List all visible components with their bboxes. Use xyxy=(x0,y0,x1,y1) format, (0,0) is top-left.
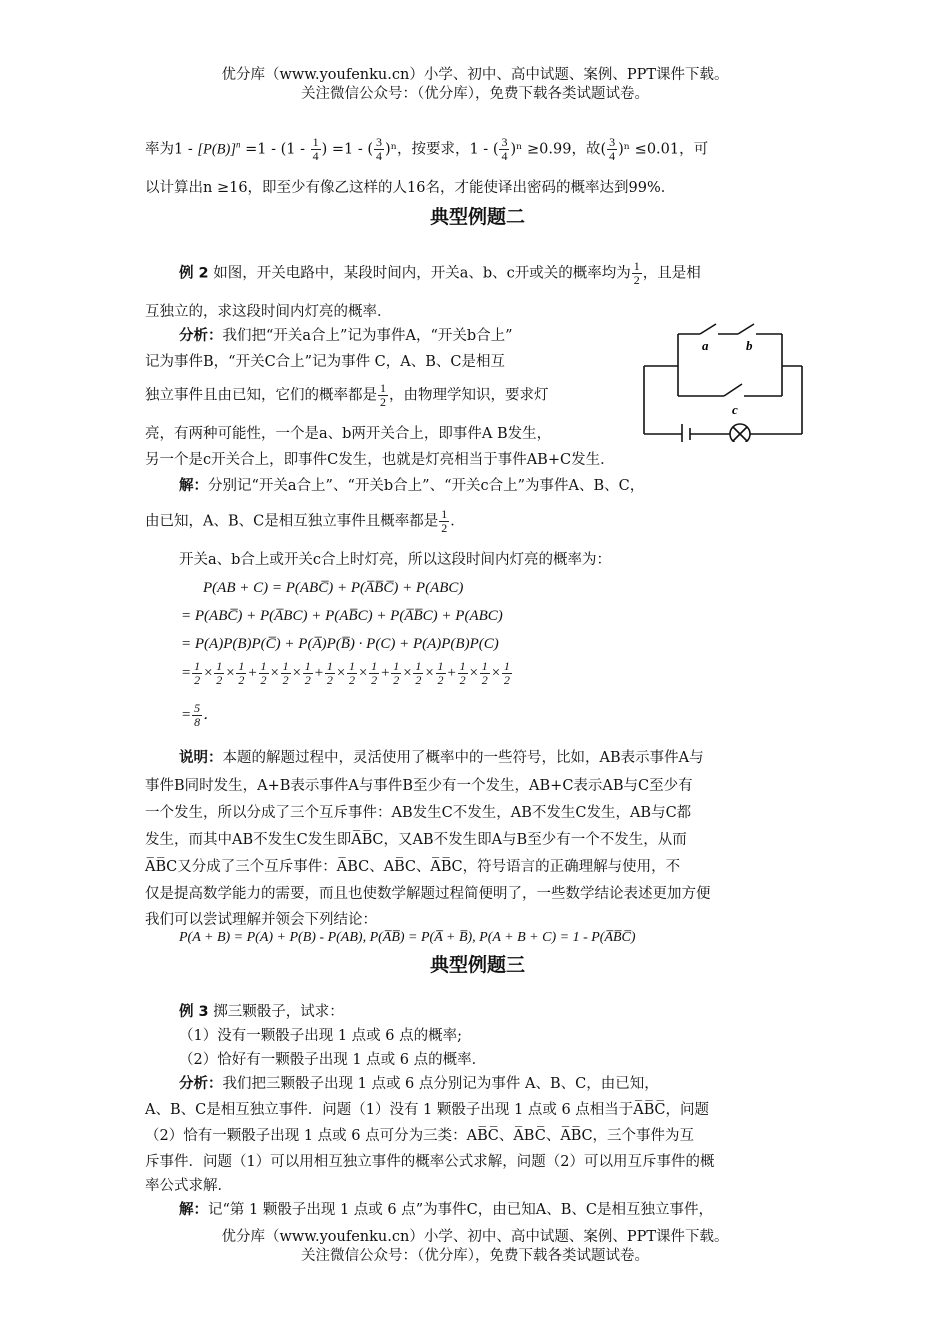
footer-line-2: 关注微信公众号：（优分库），免费下载各类试题试卷。 xyxy=(301,1248,649,1264)
solution-2-line-1: 解：分别记“开关a合上”、“开关b合上”、“开关c合上”为事件A、B、C， xyxy=(179,478,645,494)
analysis-3-line-2: A、B、C是相互独立事件．问题（1）没有 1 颗骰子出现 1 点或 6 点相当于A̅B̅C̅，问题 xyxy=(145,1102,709,1118)
fraction: $\frac{1}{2}$ xyxy=(441,507,448,535)
equation-line-5: = $\frac{5}{8}$ ． xyxy=(181,701,219,729)
page-footer xyxy=(0,1228,950,1266)
switch-label-a: a xyxy=(702,338,709,353)
footer-line-1: 优分库（www.youfenku.cn）小学、初中、高中试题、案例、PPT课件下载。 xyxy=(221,1229,729,1245)
switch-label-c: c xyxy=(732,402,738,417)
page-header xyxy=(0,66,950,104)
note-line-7: 我们可以尝试理解并领会下列结论： xyxy=(145,912,377,928)
analysis-3-line-4: 斥事件．问题（1）可以用相互独立事件的概率公式求解，问题（2）可以用互斥事件的概 xyxy=(145,1154,715,1170)
fraction: $\frac{1}{2}$ xyxy=(633,259,640,287)
top-line-2: 以计算出n ≥16，即至少有像乙这样的人16名，才能使译出密码的概率达到99%． xyxy=(145,180,676,196)
fraction: $\frac{3}{4}$ xyxy=(609,135,616,163)
switch-c xyxy=(724,384,742,396)
solution-2-line-2: 由已知，A、B、C是相互独立事件且概率都是 $\frac{1}{2}$ ． xyxy=(145,507,465,535)
example-3-line-1: 例 3 掷三颗骰子，试求： xyxy=(179,1004,344,1020)
solution-3-line-1: 解：记“第 1 颗骰子出现 1 点或 6 点”为事件C，由已知A、B、C是相互独立事件， xyxy=(179,1202,713,1218)
switch-a xyxy=(700,324,716,334)
note-line-2: 事件B同时发生，A+B表示事件A与事件B至少有一个发生，AB+C表示AB与C至少有 xyxy=(145,778,693,794)
header-line-1: 优分库（www.youfenku.cn）小学、初中、高中试题、案例、PPT课件下载。 xyxy=(221,67,729,83)
section-title-2: 典型例题二 xyxy=(429,206,525,228)
example-2-line-2: 互独立的，求这段时间内灯亮的概率． xyxy=(145,304,392,320)
switch-circuit-diagram xyxy=(640,318,808,442)
analysis-2-line-4: 亮，有两种可能性，一个是a、b两开关合上，即事件A B发生， xyxy=(145,426,552,442)
note-line-1: 说明：本题的解题过程中，灵活使用了概率中的一些符号，比如，AB表示事件A与 xyxy=(179,750,704,766)
equation-line-1: P(AB + C) = P(ABC̅) + P(A̅B̅C̅) + P(ABC) xyxy=(203,580,464,596)
analysis-2-line-3: 独立事件且由已知，它们的概率都是 $\frac{1}{2}$ ，由物理学知识，要求灯 xyxy=(145,381,549,409)
analysis-3-line-5: 率公式求解． xyxy=(145,1178,232,1194)
fraction: $\frac{1}{4}$ xyxy=(312,135,319,163)
example-2-line-1: 例 2 如图，开关电路中，某段时间内，开关a、b、c开或关的概率均为 $\frac{1}{2}$ ，且是相 xyxy=(179,259,701,287)
fraction: $\frac{1}{2}$ xyxy=(380,381,386,409)
example-3-question-2: （2）恰好有一颗骰子出现 1 点或 6 点的概率． xyxy=(179,1052,487,1068)
fraction: $\frac{3}{4}$ xyxy=(376,135,383,163)
conclusion-formula: P(A + B) = P(A) + P(B) - P(AB), P(A̅B̅) = P(A̅ + B̅), P(A + B + C) = 1 - P(A̅B̅C̅) xyxy=(179,930,636,945)
note-line-6: 仅是提高数学能力的需要，而且也使数学解题过程简便明了，一些数学结论表述更加方便 xyxy=(145,886,711,902)
section-title-3: 典型例题三 xyxy=(429,954,525,976)
analysis-2-line-2: 记为事件B，“开关C合上”记为事件 C，A、B、C是相互 xyxy=(145,354,505,370)
top-line-1: 率为$1 - [P(B)]^n =1 - (1$ - $\frac{1}{4}$ ) =1 - ( $\frac{3}{4}$ )ⁿ，按要求，1 - ( $\frac{3}{4}$ )ⁿ ≥0.99，故( $\frac{3}{4}$ )ⁿ ≤0.01，可 xyxy=(145,135,709,163)
switch-label-b: b xyxy=(746,338,753,353)
example-3-question-1: （1）没有一颗骰子出现 1 点或 6 点的概率; xyxy=(179,1028,462,1044)
analysis-3-line-1: 分析：我们把三颗骰子出现 1 点或 6 点分别记为事件 A、B、C，由已知， xyxy=(179,1076,659,1092)
equation-line-2: = P(ABC̅) + P(A̅BC) + P(AB̅C) + P(A̅B̅C) + P(ABC) xyxy=(181,608,503,624)
analysis-2-line-1: 分析：我们把“开关a合上”记为事件A，“开关b合上” xyxy=(179,328,513,344)
analysis-2-line-5: 另一个是c开关合上，即事件C发生，也就是灯亮相当于事件AB+C发生． xyxy=(145,452,615,468)
switch-b xyxy=(738,324,754,334)
equation-line-3: = P(A)P(B)P(C̅) + P(A̅)P(B̅) · P(C) + P(A)P(B)P(C) xyxy=(181,636,499,652)
note-line-5: A̅B̅C又分成了三个互斥事件：A̅BC、AB̅C、A̅B̅C，符号语言的正确理解与使用，不 xyxy=(145,859,681,875)
fraction: $\frac{3}{4}$ xyxy=(501,135,508,163)
equation-line-4: = $\frac{1}{2}$ × $\frac{1}{2}$ × $\frac{1}{2}$ + $\frac{1}{2}$ × $\frac{1}{2}$ × $\frac{1}{2}$ + $\frac{1}{2}$ × $\frac{1}{2}$ × $\frac{1}{2}$ + $\frac{1}{2}$ × $\frac{1}{2}$ × $\frac{1}{2}$ + $\frac{1}{2}$ × $\frac{1}{2}$ × $\frac{1}{2}$ xyxy=(181,659,510,687)
solution-2-line-3: 开关a、b合上或开关c合上时灯亮，所以这段时间内灯亮的概率为： xyxy=(179,552,612,568)
analysis-3-line-3: （2）恰有一颗骰子出现 1 点或 6 点可分为三类：AB̅C̅、A̅BC̅、A̅B̅C，三个事件为互 xyxy=(145,1128,695,1144)
header-line-2: 关注微信公众号：（优分库），免费下载各类试题试卷。 xyxy=(301,86,649,102)
note-line-4: 发生，而其中AB不发生C发生即A̅B̅C，又AB不发生即A与B至少有一个不发生，从而 xyxy=(145,832,687,848)
note-line-3: 一个发生，所以分成了三个互斥事件：AB发生C不发生，AB不发生C发生，AB与C都 xyxy=(145,805,692,821)
